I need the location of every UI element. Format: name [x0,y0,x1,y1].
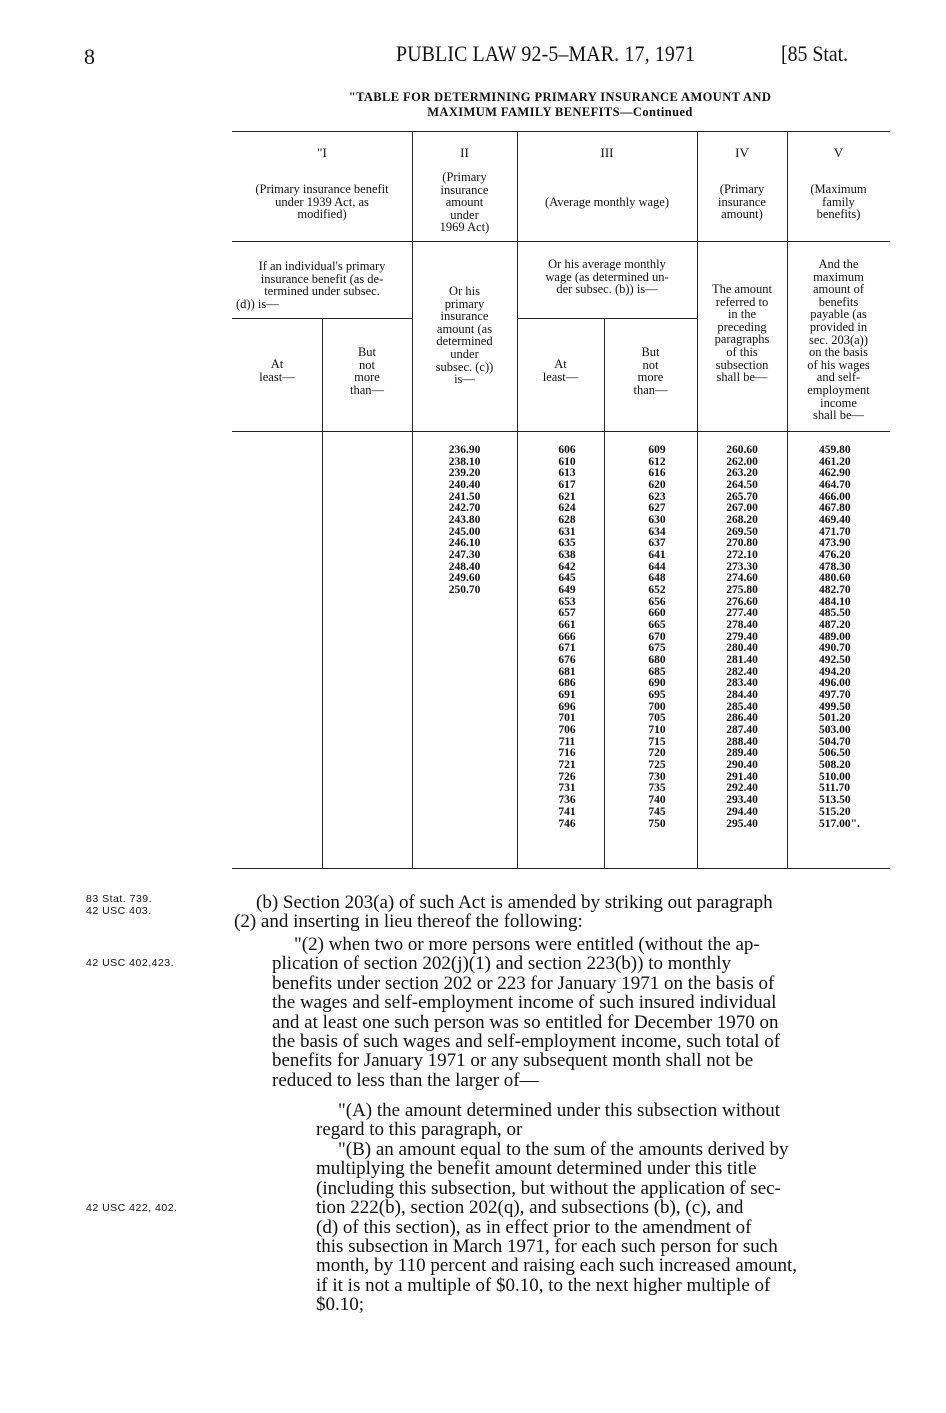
primary-amount-value: 245.00 [448,525,481,538]
column-number-v: V [833,145,844,160]
column-desc-iii: (Average monthly wage) [544,195,670,209]
wage-at-least-value: 726 [558,770,576,783]
amount-column [697,445,787,830]
wage-at-least-value: 610 [558,455,576,468]
subparagraph-a: "(A) the amount determined under this subsection without regard to this paragraph, or [316,1100,781,1141]
wage-not-more-value: 665 [648,619,666,632]
column-number-iv: IV [735,145,749,160]
table-bottom-rule [232,868,890,869]
family-benefit-value: 504.70 [819,735,851,748]
family-benefit-value: 513.50 [819,794,851,807]
wage-not-more-value: 720 [648,747,666,760]
column-desc-iv: (Primary insurance amount) [718,182,766,222]
table-title [240,90,880,120]
primary-amount-value: 247.30 [448,549,481,562]
wage-not-more-value: 623 [648,490,666,503]
wage-at-least-value: 653 [558,595,576,608]
wage-at-least-value: 649 [558,584,576,597]
wage-not-more-value: 750 [648,817,666,830]
wage-at-least-value: 606 [558,444,576,456]
page-number: 8 [84,44,95,69]
primary-amount-value: 246.10 [448,537,481,550]
column-desc-ii: (Primary insurance amount under 1969 Act) [439,170,490,235]
amount-value: 263.20 [726,467,758,480]
family-benefit-value: 517.00". [819,817,860,830]
subhead-at-least: At least— [259,357,295,384]
amount-value: 275.80 [726,584,758,597]
subhead-not-more: But not more than— [633,345,668,397]
wage-at-least-value: 642 [558,560,576,573]
primary-amount-value: 239.20 [448,467,481,480]
wage-not-more-value: 745 [648,805,666,818]
column-head-iii: Or his average monthly wage (as determined un- der subsec. (b)) is— [545,257,669,297]
wage-at-least-value: 613 [558,467,576,480]
wage-at-least-value: 701 [558,712,576,725]
family-benefit-value: 473.90 [819,537,851,550]
family-benefit-value: 484.10 [819,595,851,608]
family-benefit-value: 476.20 [819,549,851,562]
column-number-i: "I [317,145,327,160]
amount-value: 268.20 [726,514,758,527]
paragraph-b: (b) Section 203(a) of such Act is amended by striking out paragraph (2) and inserting in lieu thereof the following: [234,892,773,933]
family-benefit-value: 511.70 [819,782,850,795]
wage-not-more-value: 725 [648,759,666,772]
amount-value: 262.00 [726,455,758,468]
primary-amount-column [412,445,517,597]
subhead-not-more: But not more than— [349,345,385,397]
amount-value: 265.70 [726,490,758,503]
column-number-iii: III [600,145,614,160]
amount-value: 274.60 [726,572,758,585]
amount-value: 294.40 [726,805,758,818]
amount-value: 264.50 [726,479,758,492]
wage-not-more-value: 648 [648,572,666,585]
amount-value: 276.60 [726,595,758,608]
family-benefit-value: 490.70 [819,642,851,655]
primary-amount-value: 249.60 [448,572,481,585]
family-benefit-value: 487.20 [819,619,851,632]
family-benefit-value: 510.00 [819,770,851,783]
family-benefit-value: 501.20 [819,712,851,725]
wage-not-more-value: 656 [648,595,666,608]
column-number-ii: II [460,145,469,160]
wage-not-more-value: 710 [648,724,666,737]
wage-at-least-value: 686 [558,677,576,690]
amount-value: 273.30 [726,560,758,573]
wage-at-least-value: 621 [558,490,576,503]
primary-amount-value: 241.50 [448,490,481,503]
family-benefit-value: 499.50 [819,700,851,713]
family-benefit-value: 461.20 [819,455,851,468]
subhead-at-least: At least— [542,357,579,384]
wage-at-least-value: 706 [558,724,576,737]
stat-reference: [85 Stat. [781,41,849,66]
wage-not-more-value: 700 [648,700,666,713]
amount-value: 269.50 [726,525,758,538]
primary-amount-value: 243.80 [448,514,481,527]
family-benefit-value: 494.20 [819,665,851,678]
family-benefit-value: 471.70 [819,525,851,538]
family-benefit-value: 497.70 [819,689,851,702]
amount-value: 288.40 [726,735,758,748]
family-benefit-value: 515.20 [819,805,851,818]
amount-value: 278.40 [726,619,758,632]
column-divider [322,318,323,868]
table-rule [232,431,890,432]
family-benefit-value: 492.50 [819,654,851,667]
wage-at-least-value: 731 [558,782,576,795]
family-benefit-column [787,445,890,830]
table-title-line: MAXIMUM FAMILY BENEFITS—Continued [427,105,693,119]
wage-not-more-value: 740 [648,794,666,807]
column-head-ii: Or his primary insurance amount (as determined under subsec. (c)) is— [435,284,494,387]
wage-at-least-value: 696 [558,700,576,713]
wage-at-least-value: 681 [558,665,576,678]
amount-value: 283.40 [726,677,758,690]
wage-at-least-value: 635 [558,537,576,550]
family-benefit-value: 469.40 [819,514,851,527]
wage-at-least-value: 631 [558,525,576,538]
amount-value: 267.00 [726,502,758,515]
wage-not-more-value: 644 [648,560,666,573]
wage-not-more-value: 652 [648,584,666,597]
wage-not-more-value: 630 [648,514,666,527]
wage-not-more-value: 612 [648,455,666,468]
wage-not-more-value: 627 [648,502,666,515]
family-benefit-value: 462.90 [819,467,851,480]
wage-not-more-value: 680 [648,654,666,667]
primary-amount-value: 240.40 [448,479,481,492]
family-benefit-value: 489.00 [819,630,851,643]
margin-note: 42 USC 422, 402. [86,1202,178,1214]
column-head-iv: The amount referred to in the preceding paragraphs of this subsection shall be— [711,282,773,385]
family-benefit-value: 464.70 [819,479,851,492]
wage-at-least-column [517,445,617,830]
amount-value: 291.40 [726,770,758,783]
wage-not-more-value: 660 [648,607,666,620]
wage-not-more-value: 690 [648,677,666,690]
amount-value: 290.40 [726,759,758,772]
wage-at-least-value: 721 [558,759,576,772]
wage-not-more-value: 715 [648,735,666,748]
family-benefit-value: 467.80 [819,502,851,515]
amount-value: 286.40 [726,712,758,725]
wage-not-more-value: 620 [648,479,666,492]
wage-at-least-value: 624 [558,502,576,515]
amount-value: 289.40 [726,747,758,760]
family-benefit-value: 506.50 [819,747,851,760]
primary-amount-value: 236.90 [448,444,481,456]
wage-not-more-value: 637 [648,537,666,550]
wage-at-least-value: 657 [558,607,576,620]
primary-amount-value: 242.70 [448,502,481,515]
wage-not-more-value: 735 [648,782,666,795]
family-benefit-value: 466.00 [819,490,851,503]
family-benefit-value: 496.00 [819,677,851,690]
wage-not-more-value: 705 [648,712,666,725]
amount-value: 287.40 [726,724,758,737]
column-head-v: And the maximum amount of benefits payable (as provided in sec. 203(a)) on the basis of his wages and self- employment income shall be— [807,257,870,423]
table-title-line: "TABLE FOR DETERMINING PRIMARY INSURANCE AMOUNT AND [348,90,772,104]
amount-value: 293.40 [726,794,758,807]
wage-not-more-value: 609 [648,444,666,456]
amount-value: 279.40 [726,630,758,643]
family-benefit-value: 480.60 [819,572,851,585]
wage-not-more-value: 695 [648,689,666,702]
amount-value: 295.40 [726,817,758,830]
wage-at-least-value: 716 [558,747,576,760]
paragraph-2: "(2) when two or more persons were entitled (without the ap- plication of section 202(j)(1) and section 223(b)) to monthly benefits under section 202 or 223 for January 1971 on the basis of the wages and self-employment income of such insured individual and at least one such person was so entitled for December 1970 on the basis of such wages and self-employment income, such total of benefits for January 1971 or any subsequent month shall not be reduced to less than the larger of— [272,934,781,1091]
wage-at-least-value: 645 [558,572,576,585]
amount-value: 270.80 [726,537,758,550]
amount-value: 282.40 [726,665,758,678]
wage-at-least-value: 638 [558,549,576,562]
wage-not-more-value: 670 [648,630,666,643]
family-benefit-value: 508.20 [819,759,851,772]
wage-not-more-value: 685 [648,665,666,678]
wage-at-least-value: 746 [558,817,576,830]
primary-amount-value: 238.10 [448,455,481,468]
wage-not-more-value: 730 [648,770,666,783]
wage-at-least-value: 741 [558,805,576,818]
wage-at-least-value: 676 [558,654,576,667]
wage-not-more-value: 616 [648,467,666,480]
amount-value: 292.40 [726,782,758,795]
primary-amount-value: 250.70 [448,584,481,597]
column-desc-i: (Primary insurance benefit under 1939 Act, as modified) [255,182,389,222]
wage-not-more-value: 634 [648,525,666,538]
family-benefit-value: 482.70 [819,584,851,597]
family-benefit-value: 503.00 [819,724,851,737]
wage-not-more-value: 675 [648,642,666,655]
wage-not-more-column [604,445,710,830]
amount-value: 260.60 [726,444,758,456]
table-rule [517,318,697,319]
subparagraph-b: "(B) an amount equal to the sum of the amounts derived by multiplying the benefit amount determined under this title (including this subsection, but without the application of sec- tion 222(b), section 202(q), and subsections (b), (c), and (d) of this section), as in effect prior to the amendment of this subsection in March 1971, for each such person for such month, by 110 percent and raising each such increased amount, if it is not a multiple of $0.10, to the next higher multiple of $0.10; [316,1139,798,1316]
family-benefit-value: 459.80 [819,444,851,456]
primary-amount-value: 248.40 [448,560,481,573]
family-benefit-value: 478.30 [819,560,851,573]
wage-not-more-value: 641 [648,549,666,562]
table-top-rule [232,131,890,132]
wage-at-least-value: 736 [558,794,576,807]
margin-note: 42 USC 402,423. [86,957,175,969]
wage-at-least-value: 628 [558,514,576,527]
amount-value: 281.40 [726,654,758,667]
wage-at-least-value: 661 [558,619,576,632]
margin-note: 83 Stat. 739. 42 USC 403. [86,893,153,917]
amount-value: 277.40 [726,607,758,620]
amount-value: 285.40 [726,700,758,713]
amount-value: 272.10 [726,549,758,562]
column-head-i: If an individual's primary insurance benefit (as de- termined under subsec. (d)) is— [236,259,386,311]
wage-at-least-value: 691 [558,689,576,702]
column-desc-v: (Maximum family benefits) [810,182,867,222]
wage-at-least-value: 666 [558,630,576,643]
wage-at-least-value: 711 [558,735,576,748]
wage-at-least-value: 617 [558,479,576,492]
family-benefit-value: 485.50 [819,607,851,620]
amount-value: 284.40 [726,689,758,702]
table-rule [232,241,890,242]
running-head: PUBLIC LAW 92-5–MAR. 17, 1971 [396,41,696,66]
amount-value: 280.40 [726,642,758,655]
wage-at-least-value: 671 [558,642,576,655]
